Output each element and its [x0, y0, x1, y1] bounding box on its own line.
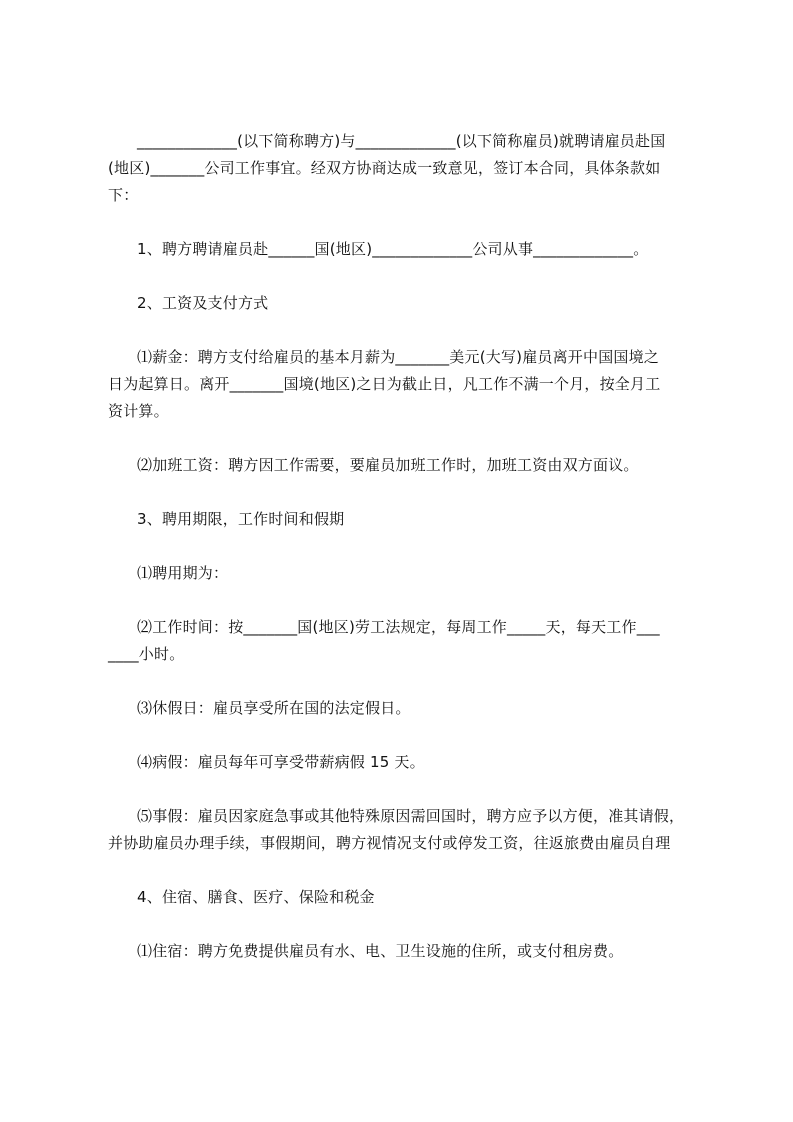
clause-1: 1、聘方聘请雇员赴______国(地区)_____________公司从事_____________。: [137, 240, 649, 258]
overtime-pay-line: ⑵加班工资：聘方因工作需要，要雇员加班工作时，加班工资由双方面议。: [137, 456, 639, 474]
sick-leave-line: ⑷病假：雇员每年可享受带薪病假 15 天。: [137, 753, 425, 771]
section-3-heading: 3、聘用期限，工作时间和假期: [137, 510, 345, 528]
salary-line-3: 资计算。: [108, 402, 169, 420]
intro-line-3: 下：: [108, 186, 139, 204]
working-hours-line-2: ____小时。: [108, 645, 185, 663]
working-hours-line-1: ⑵工作时间：按_______国(地区)劳工法规定，每周工作_____天，每天工作___: [137, 618, 660, 636]
accommodation-line: ⑴住宿：聘方免费提供雇员有水、电、卫生设施的住所，或支付租房费。: [137, 942, 624, 960]
personal-leave-line-2: 并协助雇员办理手续，事假期间，聘方视情况支付或停发工资，往返旅费由雇员自理: [108, 834, 671, 852]
personal-leave-line-1: ⑸事假：雇员因家庭急事或其他特殊原因需回国时，聘方应予以方便，准其请假，: [137, 807, 685, 825]
employment-period-line: ⑴聘用期为：: [137, 564, 229, 582]
holidays-line: ⑶休假日：雇员享受所在国的法定假日。: [137, 699, 411, 717]
section-4-heading: 4、住宿、膳食、医疗、保险和税金: [137, 888, 375, 906]
section-2-heading: 2、工资及支付方式: [137, 294, 269, 312]
intro-line-2: (地区)_______公司工作事宜。经双方协商达成一致意见，签订本合同，具体条款如: [108, 159, 661, 177]
salary-line-2: 日为起算日。离开_______国境(地区)之日为截止日，凡工作不满一个月，按全月工: [108, 375, 661, 393]
salary-line-1: ⑴薪金：聘方支付给雇员的基本月薪为_______美元(大写)雇员离开中国国境之: [137, 348, 660, 366]
intro-line-1: _____________(以下简称聘方)与_____________(以下简称雇员)就聘请雇员赴国: [137, 132, 666, 150]
